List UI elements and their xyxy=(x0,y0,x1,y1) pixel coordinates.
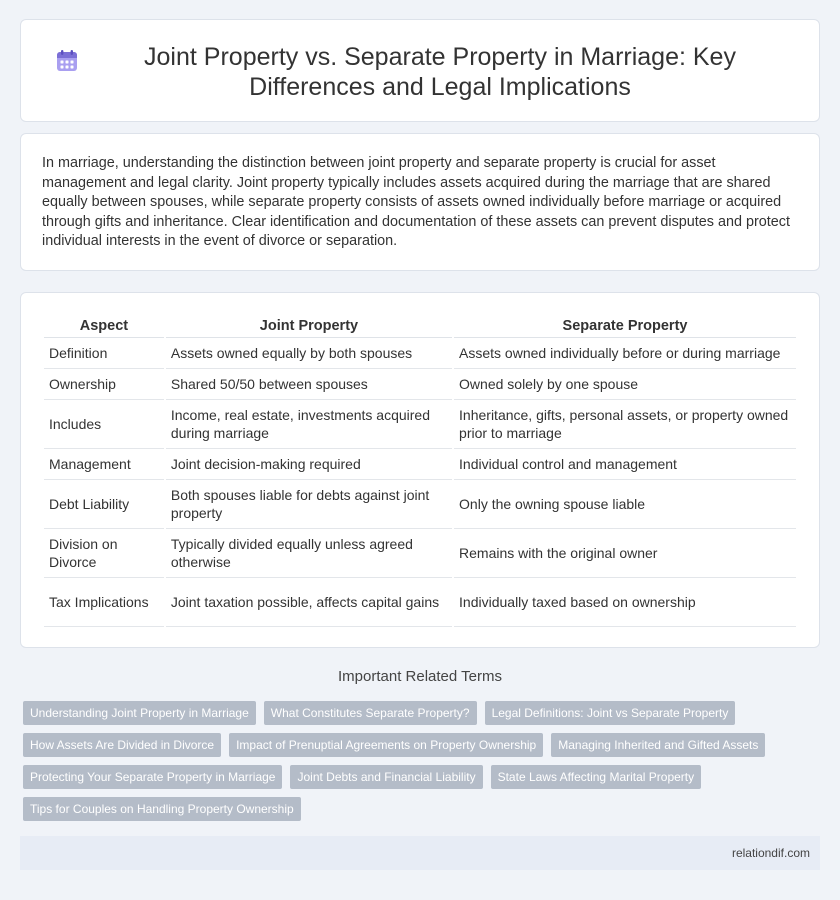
header-card xyxy=(20,19,820,122)
cell-joint: Shared 50/50 between spouses xyxy=(166,369,452,400)
table-row xyxy=(44,449,796,480)
table-row xyxy=(44,369,796,400)
table-row xyxy=(44,338,796,369)
related-term-link[interactable]: Managing Inherited and Gifted Assets xyxy=(551,733,765,757)
table-row xyxy=(44,578,796,627)
cell-separate: Individually taxed based on ownership xyxy=(454,578,796,627)
cell-aspect: Division on Divorce xyxy=(44,529,164,578)
cell-aspect: Definition xyxy=(44,338,164,369)
footer-site-name: relationdif.com xyxy=(731,846,810,860)
cell-separate: Only the owning spouse liable xyxy=(454,480,796,529)
related-terms-list xyxy=(23,701,813,821)
related-term-link[interactable]: What Constitutes Separate Property? xyxy=(264,701,477,725)
related-term-link[interactable]: Joint Debts and Financial Liability xyxy=(290,765,482,789)
table-row xyxy=(44,480,796,529)
cell-joint: Income, real estate, investments acquired during marriage xyxy=(166,400,452,449)
cell-joint: Assets owned equally by both spouses xyxy=(166,338,452,369)
cell-aspect: Debt Liability xyxy=(44,480,164,529)
cell-separate: Assets owned individually before or during marriage xyxy=(454,338,796,369)
cell-separate: Inheritance, gifts, personal assets, or property owned prior to marriage xyxy=(454,400,796,449)
table-row xyxy=(44,529,796,578)
cell-aspect: Management xyxy=(44,449,164,480)
related-term-link[interactable]: Legal Definitions: Joint vs Separate Property xyxy=(485,701,736,725)
related-term-link[interactable]: Protecting Your Separate Property in Marriage xyxy=(23,765,282,789)
comparison-table xyxy=(42,315,798,627)
cell-aspect: Ownership xyxy=(44,369,164,400)
cell-separate: Remains with the original owner xyxy=(454,529,796,578)
header-separate-property: Separate Property xyxy=(454,315,796,338)
cell-joint: Joint decision-making required xyxy=(166,449,452,480)
page-title: Joint Property vs. Separate Property in Marriage: Key Differences and Legal Implications xyxy=(144,43,736,101)
related-term-link[interactable]: Impact of Prenuptial Agreements on Property Ownership xyxy=(229,733,543,757)
header-joint-property: Joint Property xyxy=(166,315,452,338)
cell-joint: Both spouses liable for debts against joint property xyxy=(166,480,452,529)
cell-joint: Joint taxation possible, affects capital gains xyxy=(166,578,452,627)
cell-separate: Individual control and management xyxy=(454,449,796,480)
cell-joint: Typically divided equally unless agreed otherwise xyxy=(166,529,452,578)
cell-separate: Owned solely by one spouse xyxy=(454,369,796,400)
comparison-table-card xyxy=(20,292,820,648)
related-term-link[interactable]: How Assets Are Divided in Divorce xyxy=(23,733,221,757)
footer xyxy=(20,836,820,870)
intro-card xyxy=(20,133,820,271)
cell-aspect: Tax Implications xyxy=(44,578,164,627)
header-aspect: Aspect xyxy=(44,315,164,338)
related-terms-title: Important Related Terms xyxy=(338,668,502,685)
related-term-link[interactable]: Understanding Joint Property in Marriage xyxy=(23,701,256,725)
intro-paragraph: In marriage, understanding the distinction between joint property and separate property is crucial for asset management and legal clarity. Joint property typically includes assets acquired during the marriage that are shared equally between spouses, while separate property consists of assets owned individually before marriage or acquired through gifts and inheritance. Clear identification and documentation of these assets can prevent disputes and protect individual interests in the event of divorce or separation. xyxy=(42,155,790,249)
calendar-icon xyxy=(55,49,79,73)
table-header-row xyxy=(44,315,796,338)
table-row xyxy=(44,400,796,449)
related-term-link[interactable]: State Laws Affecting Marital Property xyxy=(491,765,702,789)
cell-aspect: Includes xyxy=(44,400,164,449)
related-term-link[interactable]: Tips for Couples on Handling Property Ownership xyxy=(23,797,301,821)
